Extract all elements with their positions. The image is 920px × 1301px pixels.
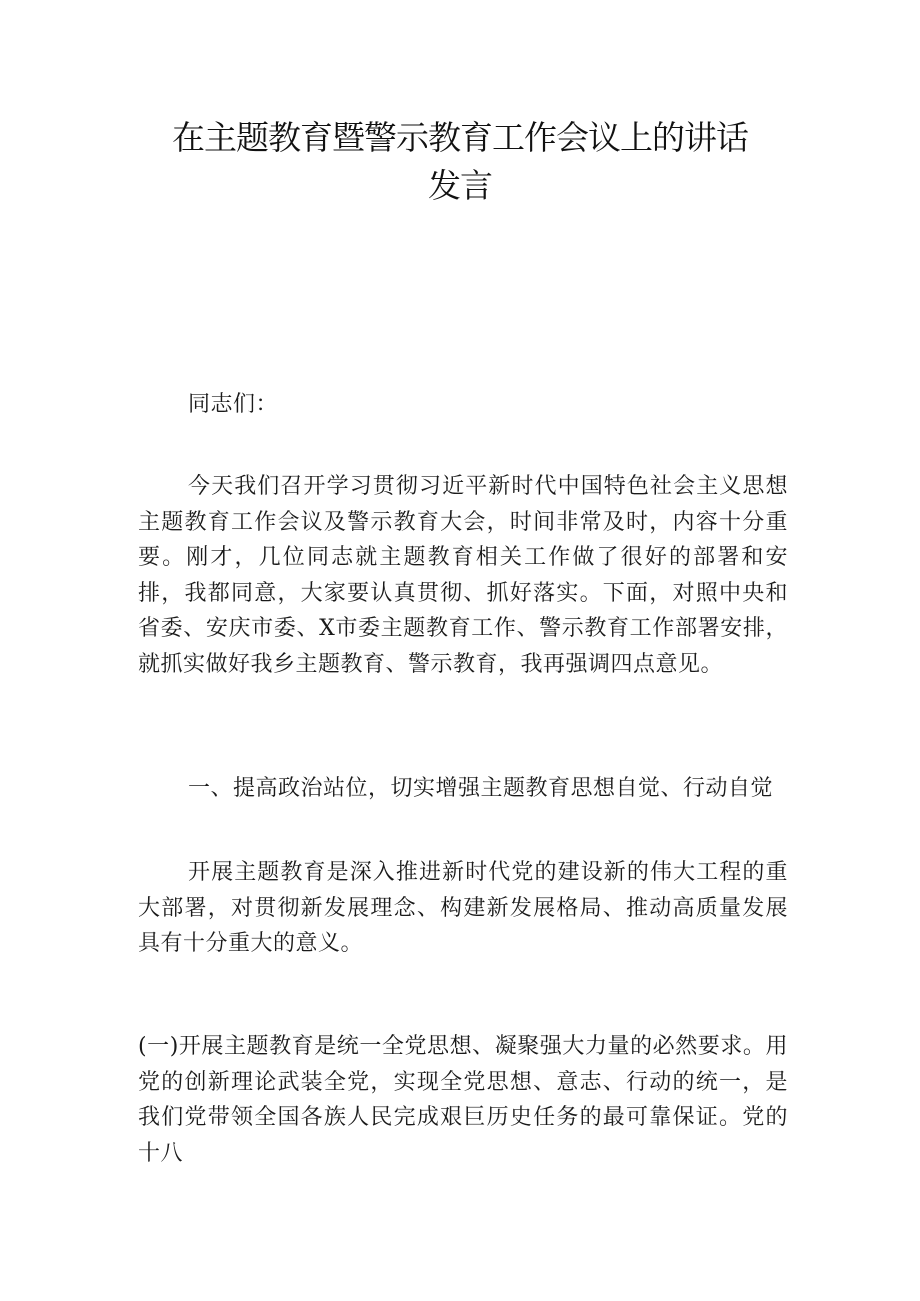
subsection-paragraph-1: (一)开展主题教育是统一全党思想、凝聚强大力量的必然要求。用党的创新理论武装全党，实现全党思想、意志、行动的统一，是我们党带领全国各族人民完成艰巨历史任务的最可靠保证。党的十八	[138, 1034, 788, 1166]
document-title	[138, 114, 782, 210]
title-line-2: 发言	[428, 166, 492, 205]
section-body-1: 开展主题教育是深入推进新时代党的建设新的伟大工程的重大部署，对贯彻新发展理念、构建新发展格局、推动高质量发展具有十分重大的意义。	[138, 860, 788, 956]
intro-paragraph: 今天我们召开学习贯彻习近平新时代中国特色社会主义思想主题教育工作会议及警示教育大会，时间非常及时，内容十分重要。刚才，几位同志就主题教育相关工作做了很好的部署和安排，我都同意，大家要认真贯彻、抓好落实。下面，对照中央和省委、安庆市委、X市委主题教育工作、警示教育工作部署安排，就抓实做好我乡主题教育、警示教育，我再强调四点意见。	[138, 474, 788, 677]
greeting-paragraph: 同志们：	[188, 392, 279, 417]
title-line-1: 在主题教育暨警示教育工作会议上的讲话	[172, 118, 748, 157]
section-heading-1: 一、提高政治站位，切实增强主题教育思想自觉、行动自觉	[188, 776, 774, 801]
